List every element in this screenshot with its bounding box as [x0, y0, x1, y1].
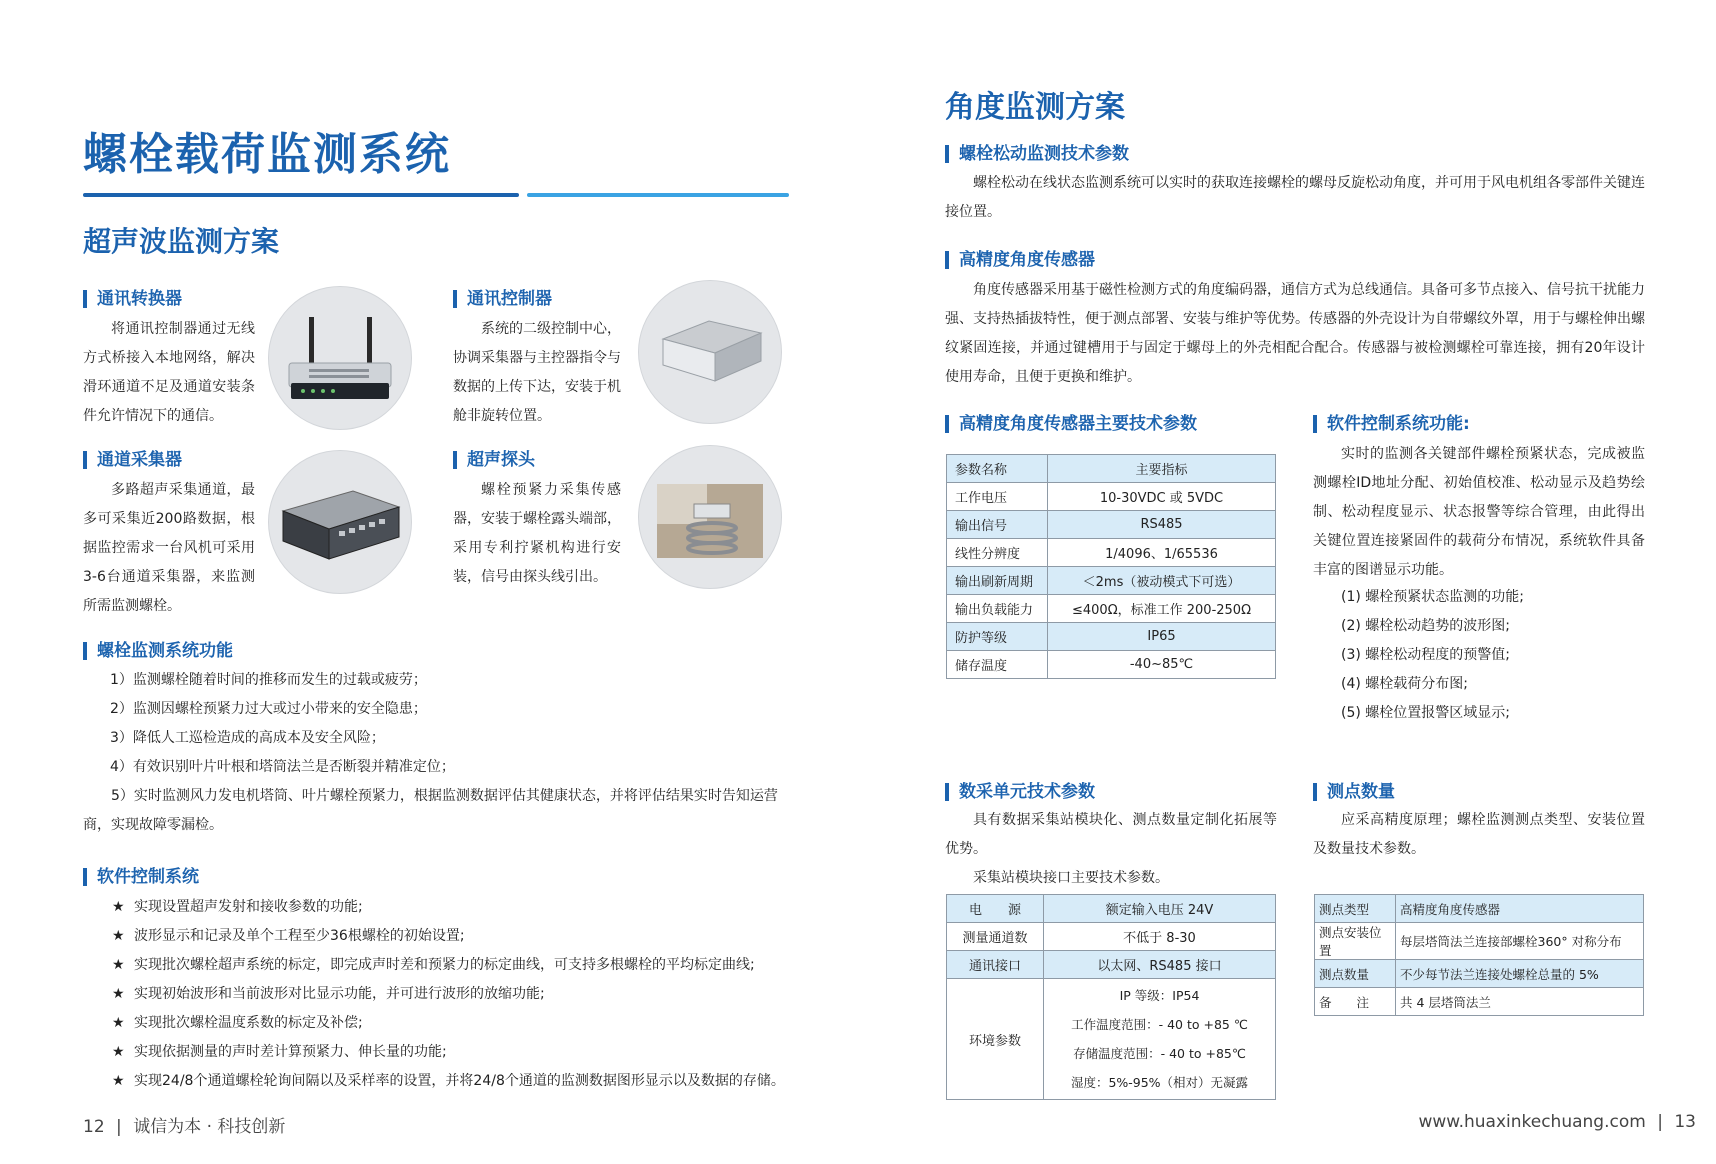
list-item: 3）降低人工巡检造成的高成本及安全风险；: [110, 730, 385, 746]
page-title: 螺栓载荷监测系统: [83, 129, 451, 180]
table-row: 电 源 额定输入电压 24V: [947, 895, 1276, 923]
loosening-heading: 螺栓松动监测技术参数: [945, 145, 1129, 163]
table-row: 通讯接口 以太网、RS485 接口: [947, 951, 1276, 979]
table-row: 环境参数 IP 等级：IP54 工作温度范围：- 40 to +85 ℃ 存储温度范围：- 40 to +85℃ 湿度：5%-95%（相对）无凝露: [947, 979, 1276, 1100]
device-heading-probe: 超声探头: [453, 451, 535, 469]
software-functions-list: [1341, 583, 1641, 728]
list-item: (2) 螺栓松动趋势的波形图;: [1341, 618, 1510, 634]
table-row: 测点类型 高精度角度传感器: [1315, 895, 1644, 923]
list-item: (1) 螺栓预紧状态监测的功能;: [1341, 589, 1524, 605]
list-item: ★ 实现24/8个通道螺栓轮询间隔以及采样率的设置，并将24/8个通道的监测数据图形显示以及数据的存储。: [112, 1067, 792, 1096]
list-item: 4）有效识别叶片叶根和塔筒法兰是否断裂并精准定位；: [110, 759, 455, 775]
loosening-desc: 螺栓松动在线状态监测系统可以实时的获取连接螺栓的螺母反旋松动角度，并可用于风电机组各零部件关键连接位置。: [945, 175, 1645, 220]
table-row: 测点数量 不少每节法兰连接处螺栓总量的 5%: [1315, 960, 1644, 988]
sensor-desc: 角度传感器采用基于磁性检测方式的角度编码器，通信方式为总线通信。具备可多节点接入、信号抗干扰能力强、支持热插拔特性，便于测点部署、安装与维护等优势。传感器的外壳设计为自带螺纹外罩，用于与螺栓伸出螺纹紧固连接，并通过键槽用于与固定于螺母上的外壳相配合配合。传感器与被检测螺栓可靠连接，拥有20年设计使用寿命，且便于更换和维护。: [945, 282, 1645, 385]
star-icon: ★: [112, 1073, 125, 1089]
device-desc-probe: 螺栓预紧力采集传感器，安装于螺栓露头端部，采用专利拧紧机构进行安装，信号由探头线引出。: [453, 482, 621, 585]
probe-photo-icon: [638, 445, 782, 589]
table-row: 防护等级 IP65: [947, 623, 1276, 651]
list-item: (4) 螺栓载荷分布图;: [1341, 676, 1468, 692]
page-footer-right: [1418, 1112, 1696, 1132]
table-row: 输出负载能力 ≤400Ω，标准工作 200-250Ω: [947, 595, 1276, 623]
star-icon: ★: [112, 1044, 125, 1060]
table-row: 输出信号 RS485: [947, 511, 1276, 539]
list-item: (5) 螺栓位置报警区域显示;: [1341, 705, 1510, 721]
points-heading: 测点数量: [1313, 783, 1395, 801]
website-link[interactable]: www.huaxinkechuang.com: [1418, 1112, 1646, 1132]
device-heading-converter: 通讯转换器: [83, 290, 182, 308]
table-row: 工作电压 10-30VDC 或 5VDC: [947, 483, 1276, 511]
daq-heading: 数采单元技术参数: [945, 783, 1095, 801]
list-item: ★ 波形显示和记录及单个工程至少36根螺栓的初始设置;: [112, 922, 792, 951]
device-desc-controller: 系统的二级控制中心，协调采集器与主控器指令与数据的上传下达，安装于机舱非旋转位置。: [453, 321, 621, 424]
software-list: [112, 893, 792, 1096]
star-icon: ★: [112, 899, 125, 915]
footer-slogan: 诚信为本 · 科技创新: [133, 1117, 286, 1137]
list-item: 2）监测因螺栓预紧力过大或过小带来的安全隐患；: [110, 701, 427, 717]
star-icon: ★: [112, 1015, 125, 1031]
control-box-icon: [638, 280, 782, 424]
table-row: 参数名称 主要指标: [947, 455, 1276, 483]
footer-separator: |: [116, 1117, 122, 1137]
list-item: ★ 实现依据测量的声时差计算预紧力、伸长量的功能;: [112, 1038, 792, 1067]
page-footer-left: [83, 1112, 285, 1137]
router-icon: [268, 286, 412, 430]
env-value: IP 等级：IP54: [1119, 988, 1200, 1003]
page-number: 12: [83, 1117, 105, 1137]
star-icon: ★: [112, 928, 125, 944]
software-functions-heading: 软件控制系统功能:: [1313, 415, 1470, 433]
list-item: ★ 实现设置超声发射和接收参数的功能;: [112, 893, 792, 922]
list-item: ★ 实现批次螺栓温度系数的标定及补偿;: [112, 1009, 792, 1038]
sensor-params-table: [946, 454, 1276, 679]
table-row: 测量通道数 不低于 8-30: [947, 923, 1276, 951]
footer-separator: |: [1657, 1112, 1663, 1132]
table-row: 输出刷新周期 ＜2ms（被动模式下可选）: [947, 567, 1276, 595]
list-item: (3) 螺栓松动程度的预警值;: [1341, 647, 1510, 663]
table-row: 线性分辨度 1/4096、1/65536: [947, 539, 1276, 567]
angle-section-title: 角度监测方案: [945, 90, 1125, 125]
list-item: ★ 实现批次螺栓超声系统的标定，即完成声时差和预紧力的标定曲线，可支持多根螺栓的平均标定曲线;: [112, 951, 792, 980]
daq-desc: 具有数据采集站模块化、测点数量定制化拓展等优势。: [945, 812, 1277, 857]
env-value: 存储温度范围：- 40 to +85℃: [1073, 1046, 1246, 1061]
env-value: 工作温度范围：- 40 to +85 ℃: [1071, 1017, 1248, 1032]
list-item: 5）实时监测风力发电机塔筒、叶片螺栓预紧力，根据监测数据评估其健康状态，并将评估结果实时告知运营商，实现故障零漏检。: [83, 788, 778, 833]
daq-desc-2: 采集站模块接口主要技术参数。: [973, 870, 1169, 886]
list-item: 1）监测螺栓随着时间的推移而发生的过载或疲劳；: [110, 672, 427, 688]
table-row: 测点安装位置 每层塔筒法兰连接部螺栓360° 对称分布: [1315, 923, 1644, 960]
device-desc-converter: 将通讯控制器通过无线方式桥接入本地网络，解决滑环通道不足及通道安装条件允许情况下的通信。: [83, 321, 255, 424]
software-functions-desc: 实时的监测各关键部件螺栓预紧状态，完成被监测螺栓ID地址分配、初始值校准、松动显示及趋势绘制、松动程度显示、状态报警等综合管理，由此得出关键位置连接紧固件的载荷分布情况，系统软件具备丰富的图谱显示功能。: [1313, 446, 1645, 578]
sensor-params-heading: 高精度角度传感器主要技术参数: [945, 415, 1197, 433]
table-row: 储存温度 -40~85℃: [947, 651, 1276, 679]
device-heading-controller: 通讯控制器: [453, 290, 552, 308]
daq-params-table: [946, 894, 1276, 1100]
title-divider-dark: [83, 193, 519, 197]
page-number: 13: [1674, 1112, 1696, 1132]
title-divider-light: [527, 193, 789, 197]
table-row: 备 注 共 4 层塔筒法兰: [1315, 988, 1644, 1016]
sensor-heading: 高精度角度传感器: [945, 251, 1095, 269]
points-table: [1314, 894, 1644, 1016]
points-desc: 应采高精度原理；螺栓监测测点类型、安装位置及数量技术参数。: [1313, 812, 1645, 857]
ultrasonic-section-title: 超声波监测方案: [83, 225, 280, 258]
list-item: ★ 实现初始波形和当前波形对比显示功能，并可进行波形的放缩功能;: [112, 980, 792, 1009]
functions-list: [110, 666, 790, 782]
star-icon: ★: [112, 957, 125, 973]
collector-icon: [268, 450, 412, 594]
star-icon: ★: [112, 986, 125, 1002]
env-value: 湿度：5%-95%（相对）无凝露: [1070, 1075, 1249, 1090]
device-desc-collector: 多路超声采集通道，最多可采集近200路数据，根据监控需求一台风机可采用3-6台通道采集器，来监测所需监测螺栓。: [83, 482, 255, 614]
device-heading-collector: 通道采集器: [83, 451, 182, 469]
functions-heading: 螺栓监测系统功能: [83, 642, 233, 660]
software-heading: 软件控制系统: [83, 868, 199, 886]
